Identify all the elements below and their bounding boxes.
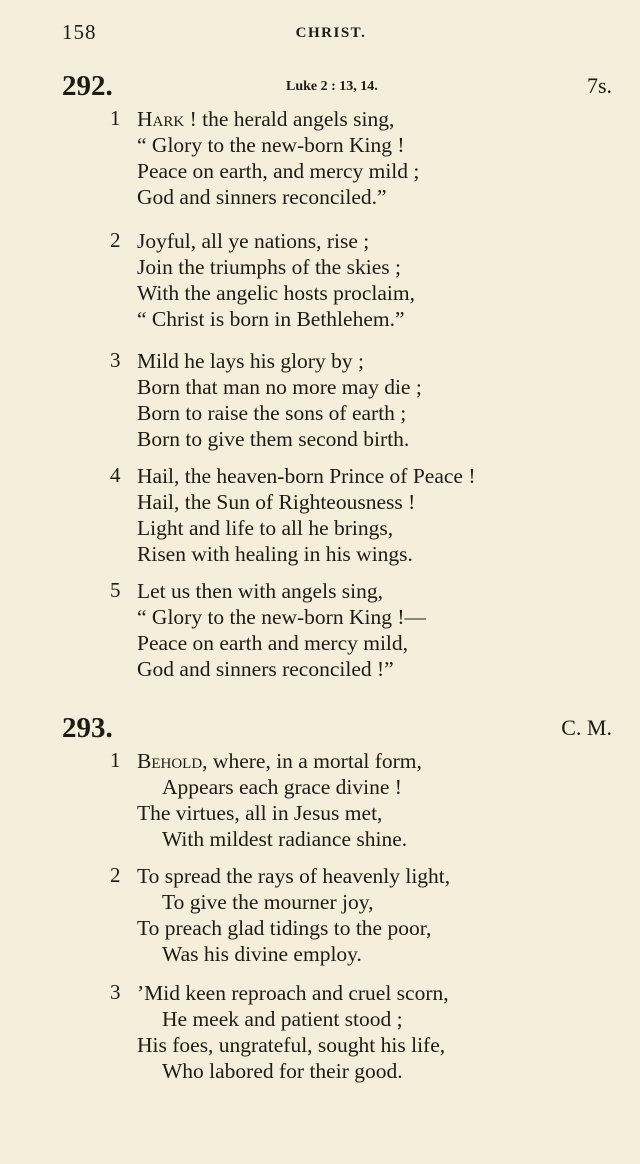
- verse-line: Hail, the heaven-born Prince of Peace !: [137, 464, 476, 488]
- running-head: CHRIST.: [295, 25, 367, 41]
- verse-line: “ Glory to the new-born King !: [137, 133, 405, 157]
- hymn-heading: [62, 712, 612, 746]
- stanza: [110, 106, 590, 210]
- verse-line: Mild he lays his glory by ;: [137, 349, 364, 373]
- page-header: [62, 20, 600, 50]
- hymn-number: 292.: [62, 70, 113, 102]
- page-number: 158: [62, 20, 97, 44]
- verse-line: He meek and patient stood ;: [162, 1007, 403, 1031]
- hymn-meter: C. M.: [561, 715, 612, 740]
- verse-line: Who labored for their good.: [162, 1059, 403, 1083]
- stanza: [110, 980, 590, 1084]
- verse-line: God and sinners reconciled !”: [137, 657, 394, 681]
- stanza: [110, 748, 590, 852]
- verse-line: With mildest radiance shine.: [162, 827, 408, 851]
- first-word: Behold: [137, 749, 203, 773]
- verse-line: To give the mourner joy,: [162, 890, 374, 914]
- verse-number: 5: [110, 578, 121, 602]
- verse-line: “ Glory to the new-born King !—: [137, 605, 426, 629]
- verse-line: Peace on earth, and mercy mild ;: [137, 159, 420, 183]
- verse-line: Behold, where, in a mortal form,: [137, 749, 422, 773]
- verse-number: 1: [110, 748, 121, 772]
- verse-line: Hark ! the herald angels sing,: [137, 107, 395, 131]
- first-word: Hark: [137, 107, 185, 131]
- stanza: [110, 228, 590, 332]
- verse-line: Hail, the Sun of Righteousness !: [137, 490, 416, 514]
- verse-line: To spread the rays of heavenly light,: [137, 864, 451, 888]
- verse-line: Join the triumphs of the skies ;: [137, 255, 401, 279]
- verse-line: To preach glad tidings to the poor,: [137, 916, 432, 940]
- verse-line: The virtues, all in Jesus met,: [137, 801, 383, 825]
- verse-line: God and sinners reconciled.”: [137, 185, 387, 209]
- verse-line: Joyful, all ye nations, rise ;: [137, 229, 370, 253]
- verse-line: Was his divine employ.: [162, 942, 362, 966]
- verse-number: 3: [110, 980, 121, 1004]
- verse-line: Peace on earth and mercy mild,: [137, 631, 409, 655]
- verse-number: 4: [110, 463, 121, 487]
- verse-number: 3: [110, 348, 121, 372]
- stanza: [110, 348, 590, 452]
- hymn-meter: 7s.: [586, 73, 612, 98]
- stanza: [110, 578, 590, 682]
- verse-line: Born that man no more may die ;: [137, 375, 422, 399]
- hymn-number: 293.: [62, 712, 113, 744]
- verse-line: Light and life to all he brings,: [137, 516, 394, 540]
- verse-line: Born to give them second birth.: [137, 427, 410, 451]
- verse-number: 2: [110, 228, 121, 252]
- verse-number: 1: [110, 106, 121, 130]
- verse-line: Appears each grace divine !: [162, 775, 402, 799]
- scripture-reference: Luke 2 : 13, 14.: [286, 79, 378, 94]
- stanza: [110, 463, 590, 567]
- verse-line: His foes, ungrateful, sought his life,: [137, 1033, 446, 1057]
- verse-line: ’Mid keen reproach and cruel scorn,: [137, 981, 449, 1005]
- verse-number: 2: [110, 863, 121, 887]
- verse-line: Risen with healing in his wings.: [137, 542, 413, 566]
- verse-line: Let us then with angels sing,: [137, 579, 384, 603]
- verse-line: With the angelic hosts proclaim,: [137, 281, 415, 305]
- verse-line: Born to raise the sons of earth ;: [137, 401, 407, 425]
- verse-line: “ Christ is born in Bethlehem.”: [137, 307, 405, 331]
- hymn-heading: [62, 70, 612, 104]
- stanza: [110, 863, 590, 967]
